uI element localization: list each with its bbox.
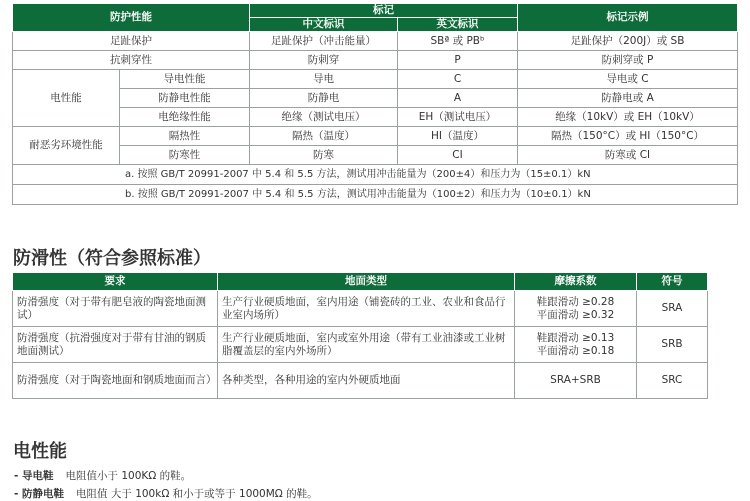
table-row: 耐恶劣环境性能 隔热性 隔热（温度） HI（温度） 隔热（150°C）或 HI（150°C）: [13, 127, 738, 146]
header-example: 标记示例: [518, 4, 738, 32]
group-environment: 耐恶劣环境性能: [13, 127, 120, 165]
list-item: - 导电鞋 电阻值小于 100KΩ 的鞋。: [14, 470, 192, 482]
table-row: 足趾保护 足趾保护（冲击能量） SBª 或 PBᵇ 足趾保护（200J）或 SB: [13, 32, 738, 51]
header-mark-en: 英文标识: [398, 18, 518, 32]
header-friction: 摩擦系数: [515, 273, 637, 291]
table-row: 防滑强度（对于陶瓷地面和钢质地面而言） 各种类型，各种用途的室内外硬质地面 SRA+SRB SRC: [13, 363, 708, 399]
footnote-a: a. 按照 GB/T 20991-2007 中 5.4 和 5.5 方法，测试用冲击能量为（200±4）和压力为（15±0.1）kN: [13, 165, 738, 185]
header-floor-type: 地面类型: [218, 273, 515, 291]
table-row: 防静电性能 防静电 A 防静电或 A: [13, 89, 738, 108]
footnote-b: b. 按照 GB/T 20991-2007 中 5.4 和 5.5 方法，测试用冲击能量为（100±2）和压力为（10±0.1）kN: [13, 185, 738, 205]
header-protection: 防护性能: [13, 4, 250, 32]
table-row: 防滑强度（对于带有肥皂液的陶瓷地面测试） 生产行业硬质地面，室内用途（铺瓷砖的工业、农业和食品行业室内场所） 鞋跟滑动 ≥0.28 平面滑动 ≥0.32 SRA: [13, 291, 708, 327]
slip-heading: 防滑性（符合参照标准）: [13, 248, 211, 269]
header-mark-cn: 中文标识: [250, 18, 398, 32]
table-row: 电绝缘性能 绝缘（测试电压） EH（测试电压） 绝缘（10kV）或 EH（10kV）: [13, 108, 738, 127]
table-row: 电性能 导电性能 导电 C 导电或 C: [13, 70, 738, 89]
group-electrical: 电性能: [13, 70, 120, 127]
marking-table: [12, 3, 738, 205]
slip-table: [12, 272, 708, 399]
note-row: [13, 165, 738, 185]
table-row: 防滑强度（抗滑强度对于带有甘油的钢质地面测试） 生产行业硬质地面，室内或室外用途（带有工业油漆或工业树脂覆盖层的室内外场所） 鞋跟滑动 ≥0.13 平面滑动 ≥0.18 SRB: [13, 327, 708, 363]
table-row: 防寒性 防寒 CI 防寒或 CI: [13, 146, 738, 165]
table-row: 抗刺穿性 防刺穿 P 防刺穿或 P: [13, 51, 738, 70]
list-item: - 防静电鞋 电阻值 大于 100kΩ 和小于或等于 1000MΩ 的鞋。: [14, 488, 318, 500]
header-requirement: 要求: [13, 273, 218, 291]
electrical-heading: 电性能: [13, 441, 67, 462]
note-row: [13, 185, 738, 205]
header-symbol: 符号: [637, 273, 708, 291]
header-mark: 标记: [250, 4, 518, 18]
